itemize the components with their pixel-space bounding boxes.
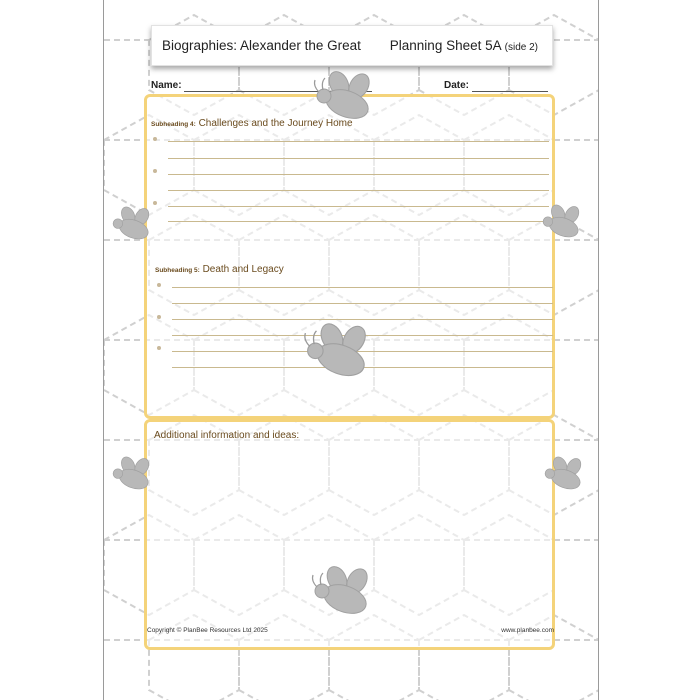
sheet-number: Planning Sheet 5A — [389, 38, 501, 53]
name-label: Name: — [151, 80, 182, 91]
additional-info-label: Additional information and ideas: — [154, 430, 300, 441]
date-field[interactable] — [472, 91, 548, 92]
subheading-5 — [155, 264, 284, 275]
writing-line[interactable] — [168, 190, 549, 191]
worksheet-title: Biographies: Alexander the Great — [162, 38, 361, 53]
bullet-point — [157, 315, 161, 319]
subheading-5-title: Death and Legacy — [202, 264, 284, 275]
bullet-point — [153, 169, 157, 173]
date-label: Date: — [444, 80, 470, 91]
writing-line[interactable] — [168, 141, 549, 142]
sheet-label — [390, 38, 538, 53]
bee-watermark-icon — [539, 203, 591, 243]
bullet-point — [153, 137, 157, 141]
bee-watermark-icon — [541, 455, 593, 495]
bee-watermark-icon — [309, 565, 385, 621]
writing-line[interactable] — [172, 319, 553, 320]
bee-watermark-icon — [109, 455, 161, 495]
subheading-4-title: Challenges and the Journey Home — [198, 118, 353, 129]
writing-line[interactable] — [168, 221, 549, 222]
writing-line[interactable] — [172, 287, 553, 288]
writing-line[interactable] — [168, 158, 549, 159]
title-banner — [151, 25, 553, 66]
subheading-4-prefix: Subheading 4: — [151, 121, 196, 128]
copyright-notice: Copyright © PlanBee Resources Ltd 2025 — [147, 627, 268, 634]
subheading-5-prefix: Subheading 5: — [155, 267, 200, 274]
website-link[interactable]: www.planbee.com — [501, 627, 554, 634]
bee-watermark-icon — [109, 205, 161, 245]
worksheet-page — [103, 0, 599, 700]
bullet-point — [157, 346, 161, 350]
bullet-point — [157, 283, 161, 287]
sheet-side: (side 2) — [504, 42, 538, 53]
writing-line[interactable] — [172, 303, 553, 304]
bee-watermark-icon — [301, 322, 385, 384]
bee-watermark-icon — [311, 70, 387, 126]
writing-line[interactable] — [168, 206, 549, 207]
writing-line[interactable] — [168, 174, 549, 175]
